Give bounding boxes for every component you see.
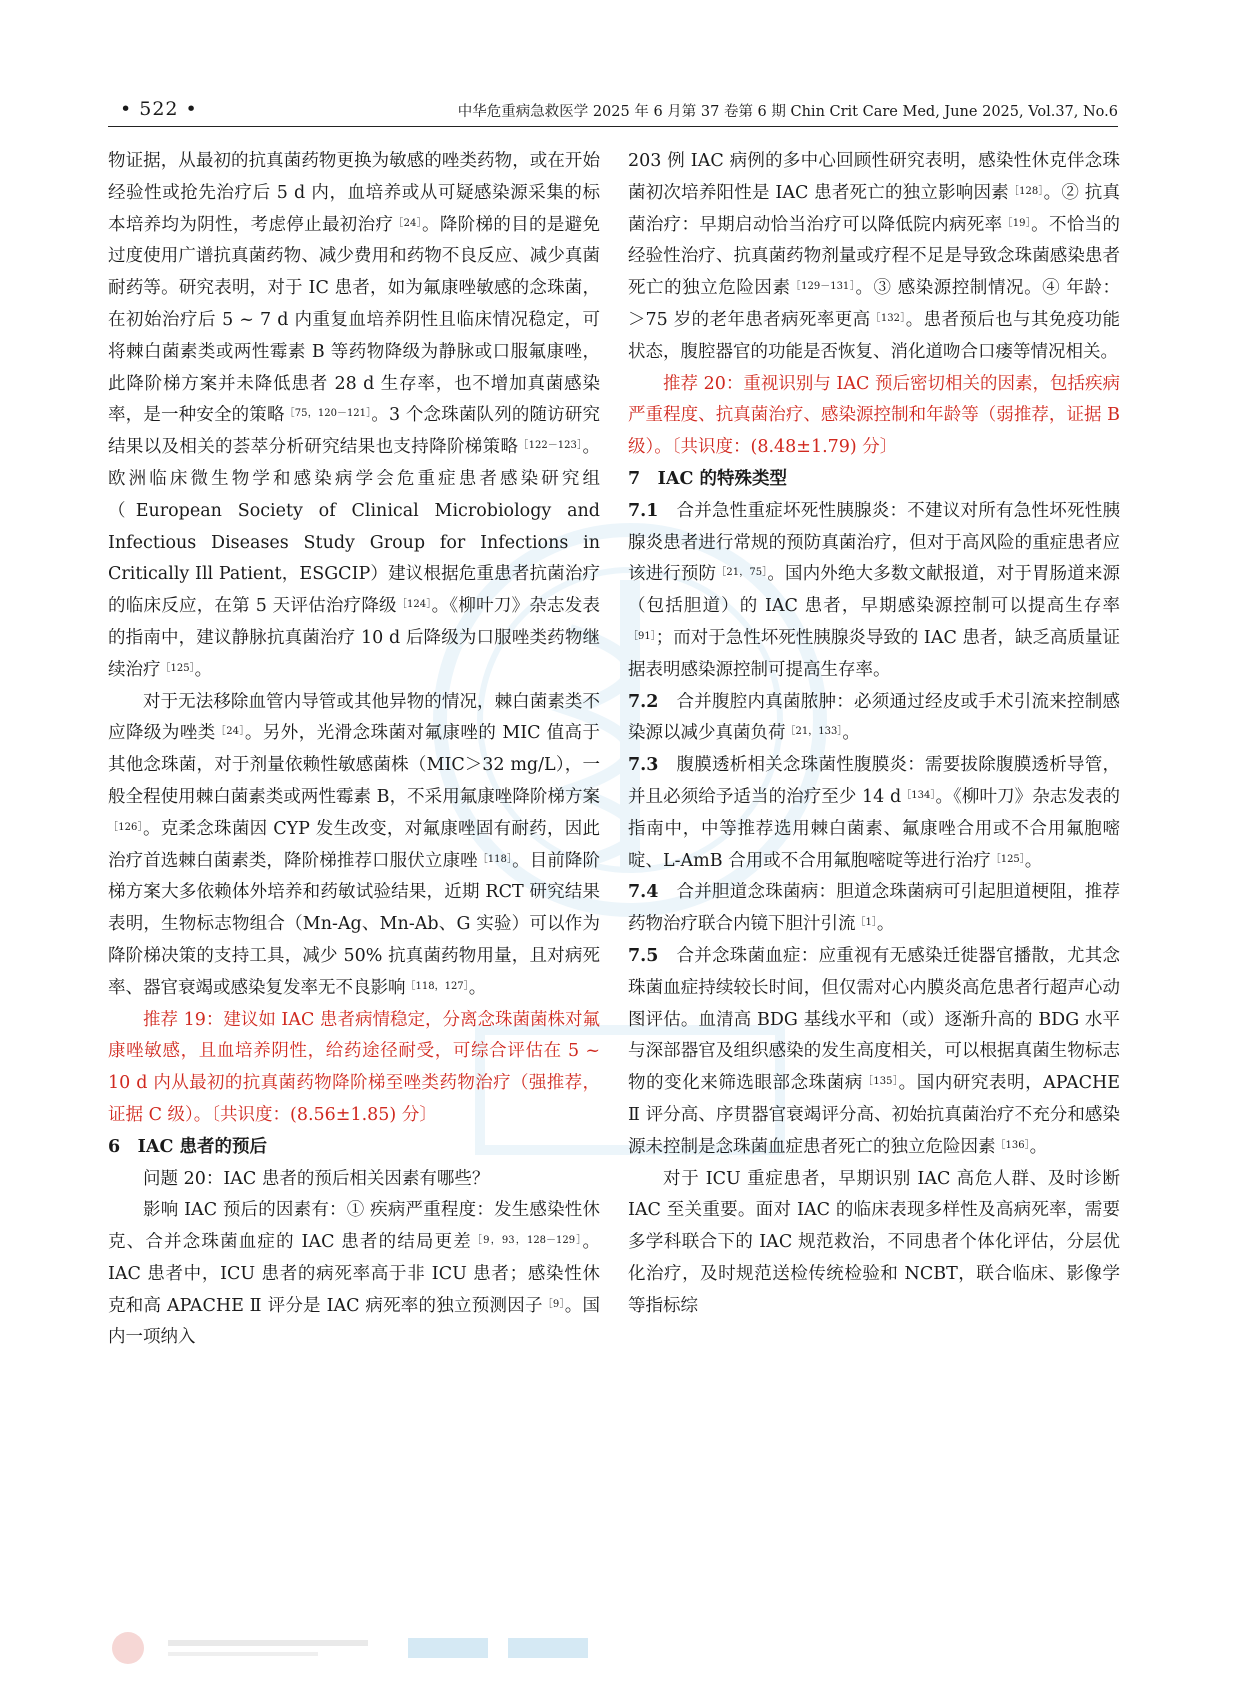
paragraph: 影响 IAC 预后的因素有：① 疾病严重程度：发生感染性休克、合并念珠菌血症的 IAC 患者的结局更差$^{[9,93,128-129]}$。IAC 患者中，ICU 患者的病死率高于非 ICU 患者；感染性休克和高 APACHE Ⅱ 评分是 IAC 病死率的独立预测因子$^{[9]}$。国内一项纳入: [108, 1200, 600, 1348]
recommendation-20: 推荐 20：重视识别与 IAC 预后密切相关的因素，包括疾病严重程度、抗真菌治疗、感染源控制和年龄等（弱推荐，证据 B 级）。〔共识度：(8.48±1.79) 分〕: [628, 373, 1120, 458]
citation: ［1］: [855, 917, 877, 929]
citation: ［118］: [477, 853, 513, 865]
citation: ［75，120－121］: [284, 408, 372, 420]
citation: ［9，93，128－129］: [471, 1235, 583, 1247]
citation: ［129－131］: [790, 281, 856, 293]
citation: ［128］: [1008, 185, 1044, 197]
page-header: [108, 96, 1118, 127]
citation: ［24］: [393, 217, 423, 229]
left-column: [108, 146, 600, 1666]
paragraph: 203 例 IAC 病例的多中心回顾性研究表明，感染性休克伴念珠菌初次培养阳性是 IAC 患者死亡的独立影响因素$^{[128]}$。② 抗真菌治疗：早期启动恰当治疗可以降低院内病死率$^{[19]}$。不恰当的经验性治疗、抗真菌药物剂量或疗程不足是导致念珠菌感染患者死亡的独立危险因素$^{[129-131]}$。③ 感染源控制情况。④ 年龄：＞75 岁的老年患者病死率更高$^{[132]}$。患者预后也与其免疫功能状态，腹腔器官的功能是否恢复、消化道吻合口瘘等情况相关。: [628, 151, 1120, 362]
paragraph: 对于 ICU 重症患者，早期识别 IAC 高危人群、及时诊断 IAC 至关重要。面对 IAC 的临床表现多样性及高病死率，需要多学科联合下的 IAC 规范救治，不同患者个体化评估，分层优化治疗，及时规范送检传统检验和 NCBT，联合临床、影像学等指标综: [628, 1168, 1120, 1316]
paragraph: 对于无法移除血管内导管或其他异物的情况，棘白菌素类不应降级为唑类$^{[24]}$。另外，光滑念珠菌对氟康唑的 MIC 值高于其他念珠菌，对于剂量依赖性敏感菌株（MIC＞32 mg/L），一般全程使用棘白菌素类或两性霉素 B，不采用氟康唑降阶梯方案$^{[126]}$。克柔念珠菌因 CYP 发生改变，对氟康唑固有耐药，因此治疗首选棘白菌素类，降阶梯推荐口服伏立康唑$^{[118]}$。目前降阶梯方案大多依赖体外培养和药敏试验结果，近期 RCT 研究结果表明，生物标志物组合（Mn-Ag、Mn-Ab、G 实验）可以作为降阶梯决策的支持工具，减少 50% 抗真菌药物用量，且对病死率、器官衰竭或感染复发率无不良影响$^{[118,127]}$。: [108, 691, 601, 998]
citation: ［135］: [862, 1076, 899, 1088]
right-column: [628, 146, 1120, 1666]
citation: ［118，127］: [405, 980, 469, 992]
subsection-7-3: 7.3 腹膜透析相关念珠菌性腹膜炎：需要拔除腹膜透析导管，并且必须给予适当的治疗至少 14 $d^{[134]}$。《柳叶刀》杂志发表的指南中，中等推荐选用棘白菌素、氟康唑合用或不合用氟胞嘧啶、L-AmB 合用或不合用氟胞嘧啶等进行治疗$^{[125]}$。: [628, 755, 1120, 871]
question-20: 问题 20：IAC 患者的预后相关因素有哪些？: [143, 1168, 490, 1189]
citation: ［125］: [990, 853, 1025, 865]
publisher-logo-icon: [108, 1628, 628, 1668]
subsection-7-2: 7.2 合并腹腔内真菌脓肿：必须通过经皮或手术引流来控制感染源以减少真菌负荷$^{[21,133]}$。: [628, 691, 1120, 744]
page-number: • 522 •: [120, 98, 198, 120]
citation: ［9］: [542, 1298, 565, 1310]
section-heading-6: 6 IAC 患者的预后: [108, 1136, 267, 1157]
citation: ［21，75］: [716, 567, 768, 579]
subsection-7-5: 7.5 合并念珠菌血症：应重视有无感染迁徙器官播散，尤其念珠菌血症持续较长时间，但仅需对心内膜炎高危患者行超声心动图评估。血清高 BDG 基线水平和（或）逐渐升高的 BDG 水平与深部器官及组织感染的发生高度相关，可以根据真菌生物标志物的变化来筛选眼部念珠菌病$^{[135]}$。国内研究表明，APACHE Ⅱ 评分高、序贯器官衰竭评分高、初始抗真菌治疗不充分和感染源未控制是念珠菌血症患者死亡的独立危险因素$^{[136]}$。: [628, 945, 1121, 1157]
recommendation-19: 推荐 19：建议如 IAC 患者病情稳定，分离念珠菌菌株对氟康唑敏感，且血培养阴性，给药途径耐受，可综合评估在 5 ~ 10 d 内从最初的抗真菌药物降阶梯至唑类药物治疗（强推荐，证据 C 级）。〔共识度：(8.56±1.85) 分〕: [108, 1009, 600, 1125]
subsection-7-1: 7.1 合并急性重症坏死性胰腺炎：不建议对所有急性坏死性胰腺炎患者进行常规的预防真菌治疗，但对于高风险的重症患者应该进行预防$^{[21,75]}$。国内外绝大多数文献报道，对于胃肠道来源（包括胆道）的 IAC 患者，早期感染源控制可以提高生存率$^{[91]}$；而对于急性坏死性胰腺炎导致的 IAC 患者，缺乏高质量证据表明感染源控制可提高生存率。: [628, 500, 1121, 680]
paragraph: 物证据，从最初的抗真菌药物更换为敏感的唑类药物，或在开始经验性或抢先治疗后 5 d 内，血培养或从可疑感染源采集的标本培养均为阴性，考虑停止最初治疗$^{[24]}$。降阶梯的目的是避免过度使用广谱抗真菌药物、减少费用和药物不良反应、减少真菌耐药等。研究表明，对于 IC 患者，如为氟康唑敏感的念珠菌，在初始治疗后 5 ~ 7 d 内重复血培养阴性且临床情况稳定，可将棘白菌素类或两性霉素 B 等药物降级为静脉或口服氟康唑，此降阶梯方案并未降低患者 28 d 生存率，也不增加真菌感染率，是一种安全的策略$^{[75,120-121]}$。3 个念珠菌队列的随访研究结果以及相关的荟萃分析研究结果也支持降阶梯策略$^{[122-123]}$。欧洲临床微生物学和感染病学会危重症患者感染研究组（European Society of Clinical Microbiology and Infectious Diseases Study Group for Infections in Critically Ill Patient，ESGCIP）建议根据危重患者抗菌治疗的临床反应，在第 5 天评估治疗降级$^{[124]}$。《柳叶刀》杂志发表的指南中，建议静脉抗真菌治疗 10 d 后降级为口服唑类药物继续治疗$^{[125]}$。: [108, 151, 601, 680]
journal-citation: 中华危重病急救医学 2025 年 6 月第 37 卷第 6 期 Chin Crit Care Med, June 2025, Vol.37, No.6: [457, 104, 1118, 120]
citation: ［19］: [1002, 217, 1032, 229]
citation: ［132］: [870, 312, 906, 324]
subsection-7-4: 7.4 合并胆道念珠菌病：胆道念珠菌病可引起胆道梗阻，推荐药物治疗联合内镜下胆汁引流$^{[1]}$。: [628, 882, 1120, 935]
citation: ［136］: [995, 1139, 1030, 1151]
citation: ［91］: [628, 630, 656, 642]
citation: ［126］: [108, 821, 143, 833]
section-heading-7: 7 IAC 的特殊类型: [628, 468, 787, 489]
citation: ［134］: [901, 789, 936, 801]
citation: ［125］: [160, 662, 195, 674]
citation: ［122－123］: [518, 440, 583, 452]
citation: ［24］: [215, 726, 245, 738]
citation: ［124］: [396, 599, 432, 611]
citation: ［21，133］: [785, 726, 843, 738]
